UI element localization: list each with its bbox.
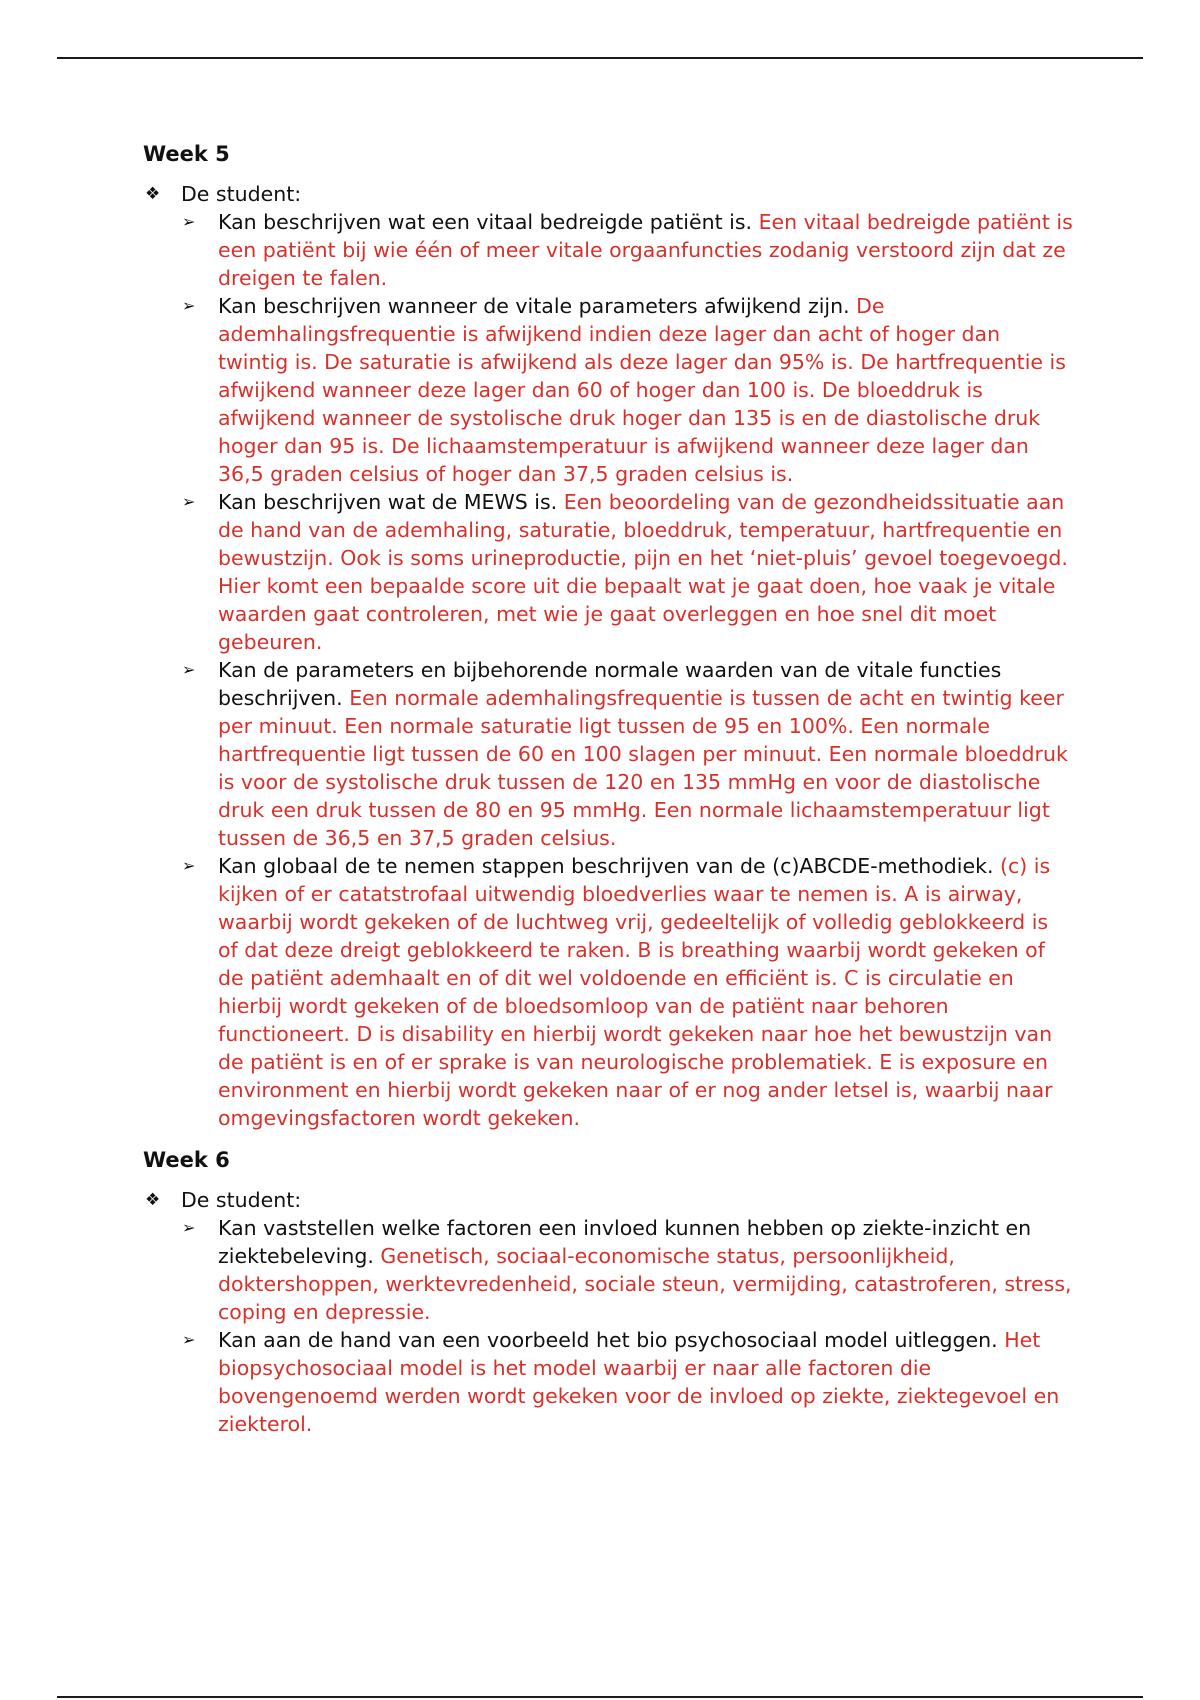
answer-text: Het biopsychosociaal model is het model waarbij er naar alle factoren die bovengenoemd werden wordt gekeken voor de invloed op ziekte, ziektegevoel en ziekterol. [218,1328,1060,1436]
answer-text: (c) is kijken of er catatstrofaal uitwendig bloedverlies waar te nemen is. A is airway, waarbij wordt gekeken of de luchtweg vrij, gedeeltelijk of volledig geblokkeerd is of dat deze dreigt geblokkeerd te raken. B is breathing waarbij wordt gekeken of de patiënt ademhaalt en of dit wel voldoende en efficiënt is. C is circulatie en hierbij wordt gekeken of de bloedsomloop van de patiënt naar behoren functioneert. D is disability en hierbij wordt gekeken naar hoe het bewustzijn van de patiënt is en of er sprake is van neurologische problematiek. E is exposure en environment en hierbij wordt gekeken naar of er nog ander letsel is, waarbij naar omgevingsfactoren wordt gekeken. [218,854,1053,1130]
answer-text: Genetisch, sociaal-economische status, persoonlijkheid, doktershoppen, werktevredenheid, sociale steun, vermijding, catastroferen, stress, coping en depressie. [218,1244,1072,1324]
diamond-bullet-icon: ❖ [145,1190,161,1210]
arrow-bullet-icon: ➢ [182,856,196,875]
objective-list [143,1214,1073,1438]
arrow-bullet-icon: ➢ [182,212,196,231]
objective-text: Kan aan de hand van een voorbeeld het bio psychosociaal model uitleggen. [218,1328,998,1352]
document-body [143,140,1073,1438]
header-rule [57,57,1143,59]
answer-text: Een beoordeling van de gezondheidssituatie aan de hand van de ademhaling, saturatie, bloeddruk, temperatuur, hartfrequentie en bewustzijn. Ook is soms urineproductie, pijn en het ‘niet-pluis’ gevoel toegevoegd. Hier komt een bepaalde score uit die bepaalt wat je gaat doen, hoe vaak je vitale waarden gaat controleren, met wie je gaat overleggen en hoe snel dit moet gebeuren. [218,490,1068,654]
answer-text: De ademhalingsfrequentie is afwijkend indien deze lager dan acht of hoger dan twintig is. De saturatie is afwijkend als deze lager dan 95% is. De hartfrequentie is afwijkend wanneer deze lager dan 60 of hoger dan 100 is. De bloeddruk is afwijkend wanneer de systolische druk hoger dan 135 is en de diastolische druk hoger dan 95 is. De lichaamstemperatuur is afwijkend wanneer deze lager dan 36,5 graden celsius of hoger dan 37,5 graden celsius is. [218,294,1066,486]
list-item [179,208,1073,292]
list-item [179,656,1073,852]
list-item [179,292,1073,488]
list-item [179,852,1073,1132]
answer-text: Een normale ademhalingsfrequentie is tussen de acht en twintig keer per minuut. Een normale saturatie ligt tussen de 95 en 100%. Een normale hartfrequentie ligt tussen de 60 en 100 slagen per minuut. Een normale bloeddruk is voor de systolische druk tussen de 120 en 135 mmHg en voor de diastolische druk een druk tussen de 80 en 95 mmHg. Een normale lichaamstemperatuur ligt tussen de 36,5 en 37,5 graden celsius. [218,686,1068,850]
list-item [179,488,1073,656]
student-intro-text: De student: [181,182,302,206]
student-intro-text: De student: [181,1188,302,1212]
objective-text: Kan globaal de te nemen stappen beschrijven van de (c)ABCDE-methodiek. [218,854,994,878]
arrow-bullet-icon: ➢ [182,296,196,315]
footer-rule [57,1696,1143,1698]
arrow-bullet-icon: ➢ [182,492,196,511]
week-heading: Week 6 [143,1148,230,1172]
list-item [179,1326,1073,1438]
arrow-bullet-icon: ➢ [182,1218,196,1237]
arrow-bullet-icon: ➢ [182,1330,196,1349]
diamond-bullet-icon: ❖ [145,184,161,204]
objective-text: Kan beschrijven wat de MEWS is. [218,490,558,514]
week-5-section [143,140,1073,1132]
objective-text: Kan vaststellen welke factoren een invloed kunnen hebben op ziekte-inzicht en ziektebeleving. [218,1216,1032,1268]
objective-text: Kan de parameters en bijbehorende normale waarden van de vitale functies beschrijven. [218,658,1002,710]
week-heading: Week 5 [143,142,230,166]
list-item [179,1214,1073,1326]
student-intro [143,1186,1073,1214]
student-intro [143,180,1073,208]
answer-text: Een vitaal bedreigde patiënt is een patiënt bij wie één of meer vitale orgaanfuncties zodanig verstoord zijn dat ze dreigen te falen. [218,210,1073,290]
objective-text: Kan beschrijven wanneer de vitale parameters afwijkend zijn. [218,294,850,318]
arrow-bullet-icon: ➢ [182,660,196,679]
objective-list [143,208,1073,1132]
week-6-section [143,1146,1073,1438]
objective-text: Kan beschrijven wat een vitaal bedreigde patiënt is. [218,210,753,234]
